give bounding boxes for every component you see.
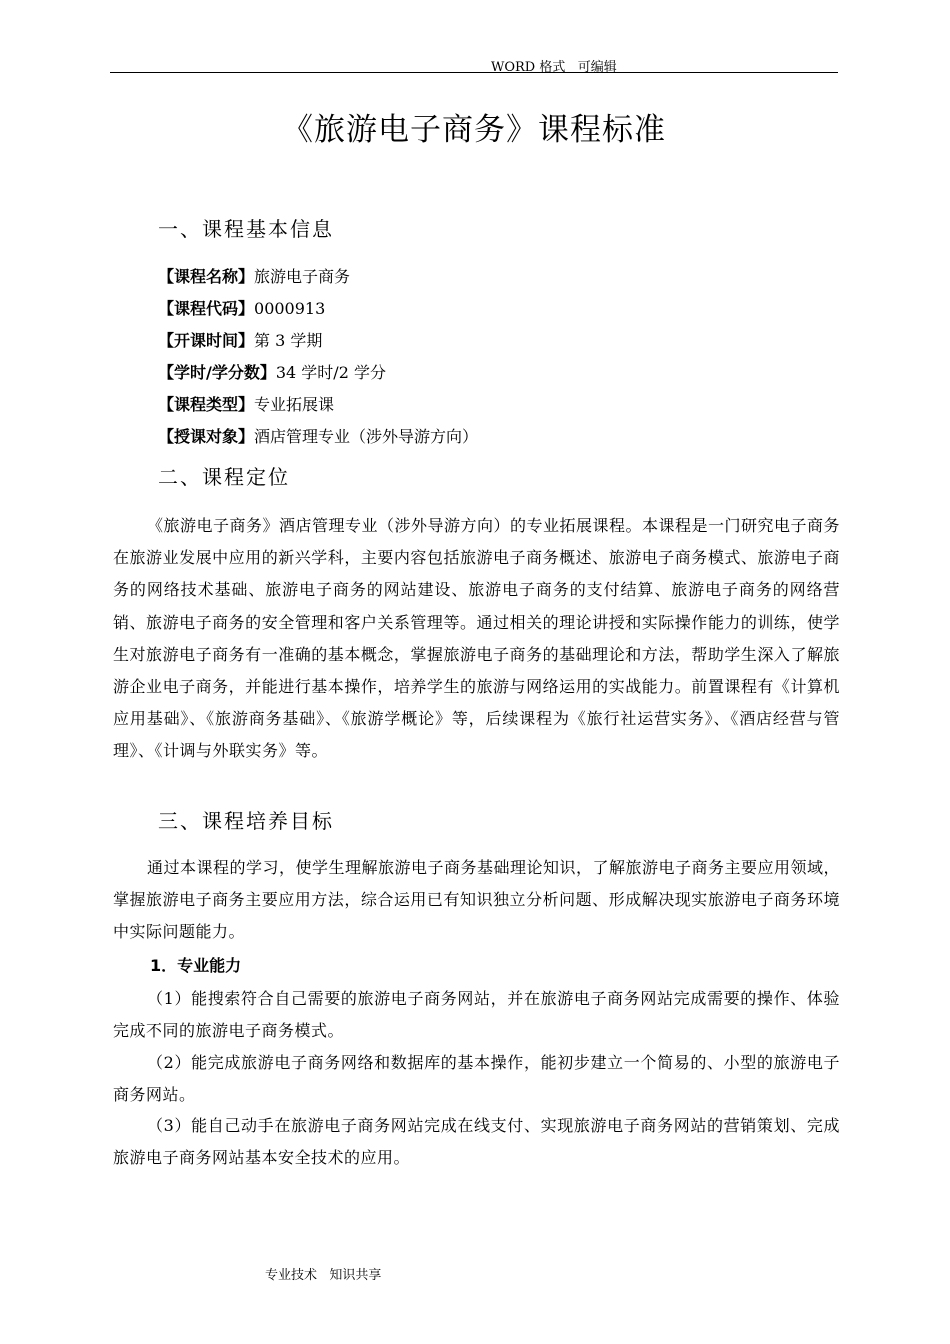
info-course-code bbox=[158, 297, 325, 321]
sub-heading-professional-ability: 1．专业能力 bbox=[150, 956, 242, 975]
info-target-students bbox=[158, 425, 478, 449]
info-key: 【开课时间】 bbox=[158, 331, 255, 350]
info-value: 酒店管理专业（涉外导游方向） bbox=[254, 427, 479, 446]
ability-point-2: （2）能完成旅游电子商务网络和数据库的基本操作，能初步建立一个简易的、小型的旅游电子商务网站。 bbox=[113, 1053, 840, 1105]
info-key: 【课程类型】 bbox=[158, 395, 255, 414]
section-heading-positioning: 二、课程定位 bbox=[158, 465, 290, 489]
section-heading-basic-info: 一、课程基本信息 bbox=[158, 217, 334, 241]
info-start-time bbox=[158, 329, 322, 353]
info-course-type bbox=[158, 393, 334, 417]
info-hours-credits bbox=[158, 361, 386, 385]
info-key: 【课程代码】 bbox=[158, 299, 255, 318]
ability-point-1: （1）能搜索符合自己需要的旅游电子商务网站，并在旅游电子商务网站完成需要的操作、体验完成不同的旅游电子商务模式。 bbox=[113, 989, 840, 1041]
positioning-paragraph: 《旅游电子商务》酒店管理专业（涉外导游方向）的专业拓展课程。本课程是一门研究电子商务在旅游业发展中应用的新兴学科，主要内容包括旅游电子商务概述、旅游电子商务模式、旅游电子商务的网络技术基础、旅游电子商务的网站建设、旅游电子商务的支付结算、旅游电子商务的网络营销、旅游电子商务的安全管理和客户关系管理等。通过相关的理论讲授和实际操作能力的训练，使学生对旅游电子商务有一准确的基本概念，掌握旅游电子商务的基础理论和方法，帮助学生深入了解旅游企业电子商务，并能进行基本操作，培养学生的旅游与网络运用的实战能力。前置课程有《计算机应用基础》、《旅游商务基础》、《旅游学概论》等，后续课程为《旅行社运营实务》、《酒店经营与管理》、《计调与外联实务》等。 bbox=[113, 516, 841, 761]
section-heading-objectives: 三、课程培养目标 bbox=[158, 809, 334, 833]
info-value: 0000913 bbox=[254, 299, 326, 318]
ability-point-3: （3）能自己动手在旅游电子商务网站完成在线支付、实现旅游电子商务网站的营销策划、完成旅游电子商务网站基本安全技术的应用。 bbox=[113, 1116, 840, 1168]
info-course-name bbox=[158, 265, 350, 289]
header-rule bbox=[110, 72, 838, 73]
info-value: 旅游电子商务 bbox=[254, 267, 351, 286]
info-value: 第 3 学期 bbox=[254, 331, 323, 350]
info-key: 【学时/学分数】 bbox=[158, 363, 276, 382]
page-header-text: WORD 格式 可编辑 bbox=[491, 60, 617, 75]
info-key: 【授课对象】 bbox=[158, 427, 255, 446]
info-value: 34 学时/2 学分 bbox=[275, 363, 386, 382]
info-value: 专业拓展课 bbox=[254, 395, 335, 414]
document-title: 《旅游电子商务》课程标准 bbox=[282, 112, 666, 148]
info-key: 【课程名称】 bbox=[158, 267, 255, 286]
page-footer-text: 专业技术 知识共享 bbox=[265, 1268, 382, 1283]
objectives-paragraph: 通过本课程的学习，使学生理解旅游电子商务基础理论知识，了解旅游电子商务主要应用领域，掌握旅游电子商务主要应用方法，综合运用已有知识独立分析问题、形成解决现实旅游电子商务环境中实际问题能力。 bbox=[113, 858, 841, 942]
